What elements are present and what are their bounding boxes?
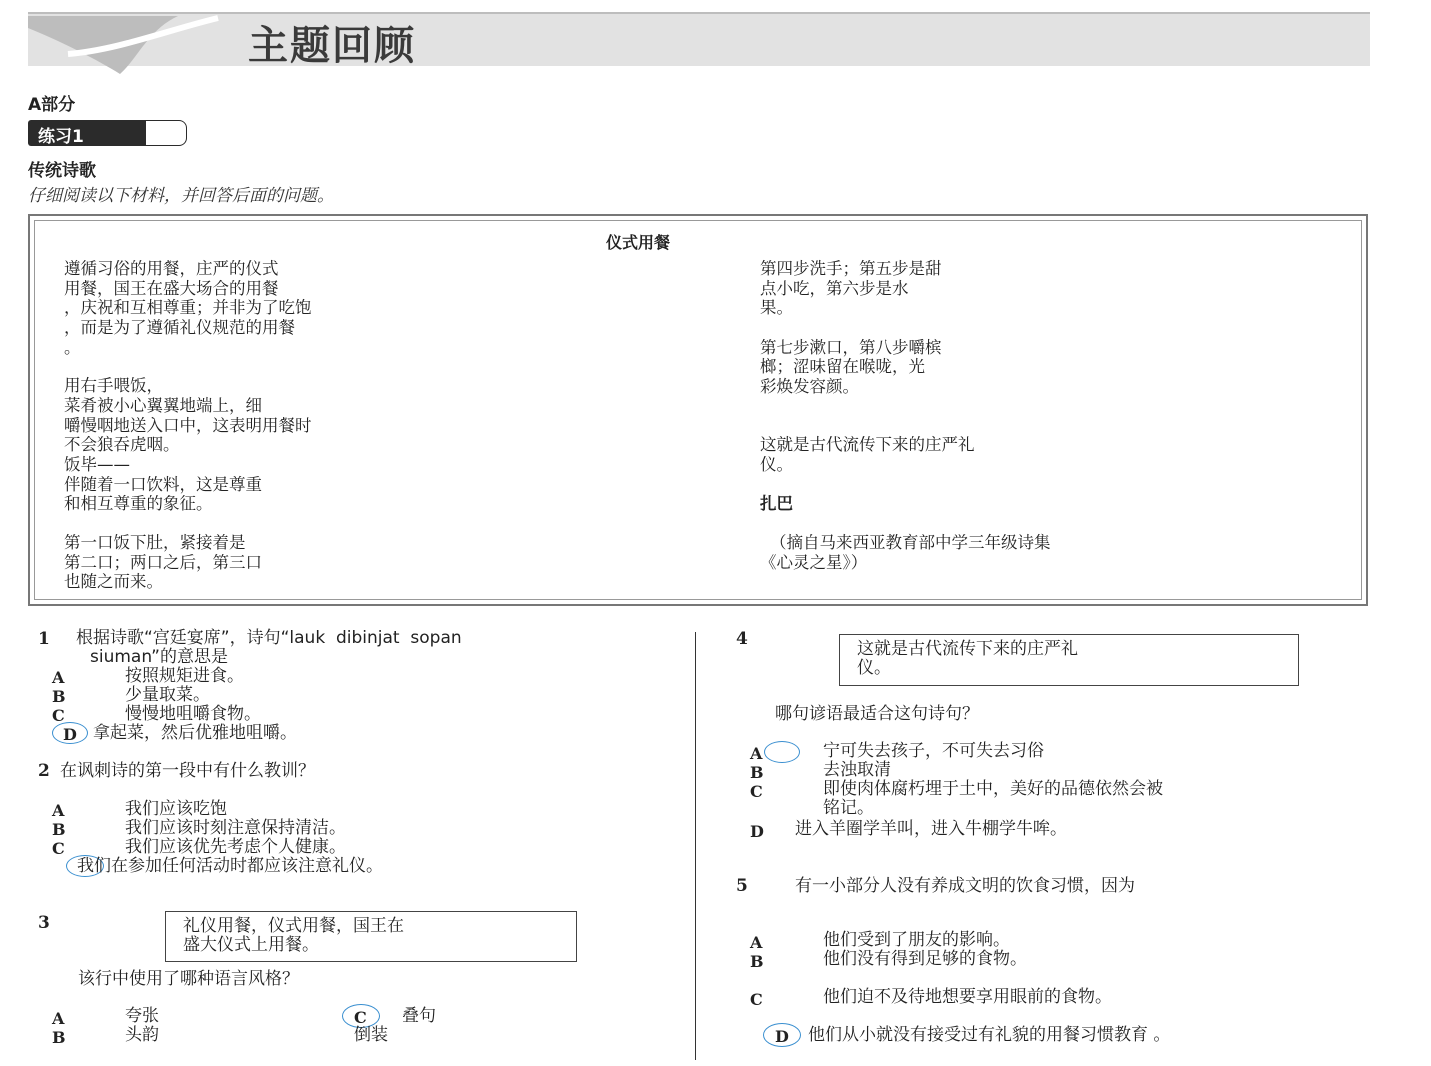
poem-line: 用右手喂饭，: [64, 376, 163, 395]
option-letter: A: [52, 1009, 65, 1028]
option-text[interactable]: 宁可失去孩子，不可失去习俗: [823, 741, 1044, 761]
poem-line: 饭毕——: [64, 455, 130, 474]
option-text[interactable]: 叠句: [402, 1006, 436, 1026]
option-text[interactable]: 我们应该优先考虑个人健康。: [125, 837, 346, 857]
option-letter: C: [354, 1008, 367, 1027]
question-stem: 有一小部分人没有养成文明的饮食习惯，因为: [795, 876, 1135, 896]
option-letter: B: [750, 952, 764, 971]
option-letter: B: [52, 687, 66, 706]
option-letter: A: [52, 668, 65, 687]
option-letter: D: [63, 725, 77, 744]
option-text[interactable]: 拿起菜，然后优雅地咀嚼。: [93, 723, 297, 743]
poem-line: 第七步漱口，第八步嚼槟: [760, 338, 942, 357]
question-stem: 根据诗歌“宫廷宴席”，诗句“lauk dibinjat sopan: [76, 628, 462, 648]
poem-line: 仪。: [760, 455, 793, 474]
question-number: 3: [38, 913, 50, 933]
poem-line: 不会狼吞虎咽。: [64, 435, 180, 454]
poem-line: 伴随着一口饮料，这是尊重: [64, 475, 262, 494]
poem-source: 《心灵之星》）: [760, 553, 868, 572]
option-text[interactable]: 我们应该时刻注意保持清洁。: [125, 818, 346, 838]
option-text[interactable]: 他们受到了朋友的影响。: [823, 930, 1010, 950]
option-text[interactable]: 倒装: [354, 1025, 388, 1045]
question-stem: 哪句谚语最适合这句诗句？: [775, 704, 979, 724]
topic-subtitle: 传统诗歌: [28, 161, 96, 181]
poem-author: 扎巴: [760, 494, 793, 513]
poem-line: 彩焕发容颜。: [760, 377, 859, 396]
page-title: 主题回顾: [248, 23, 416, 69]
poem-line: 点小吃，第六步是水: [760, 279, 909, 298]
option-letter: A: [750, 744, 763, 763]
poem-line: 第四步洗手；第五步是甜: [760, 259, 942, 278]
poem-line: 嚼慢咽地送入口中，这表明用餐时: [64, 416, 312, 435]
poem-line: 第一口饭下肚，紧接着是: [64, 533, 246, 552]
option-text[interactable]: 夸张: [125, 1006, 159, 1026]
option-letter: C: [52, 706, 65, 725]
quote-text: 礼仪用餐，仪式用餐，国王在: [183, 916, 404, 936]
option-text[interactable]: 我们在参加任何活动时都应该注意礼仪。: [77, 856, 383, 876]
option-letter: A: [750, 933, 763, 952]
quote-text: 仪。: [857, 658, 891, 678]
option-text[interactable]: 慢慢地咀嚼食物。: [125, 704, 261, 724]
option-letter: C: [750, 990, 763, 1009]
poem-line: ，庆祝和互相尊重；并非为了吃饱: [64, 298, 312, 317]
poem-line: ，而是为了遵循礼仪规范的用餐: [64, 318, 295, 337]
question-number: 2: [38, 761, 50, 781]
question-stem: siuman”的意思是: [90, 647, 228, 667]
poem-line: 果。: [760, 298, 793, 317]
instruction-text: 仔细阅读以下材料，并回答后面的问题。: [28, 186, 334, 206]
option-letter: B: [52, 1028, 66, 1047]
poem-title: 仪式用餐: [606, 233, 671, 252]
answer-circle: [764, 741, 800, 763]
poem-line: 遵循习俗的用餐，庄严的仪式: [64, 259, 279, 278]
poem-line: 也随之而来。: [64, 572, 163, 591]
option-text[interactable]: 铭记。: [823, 798, 874, 818]
banner-swoosh-decoration: [28, 10, 258, 76]
option-text[interactable]: 少量取菜。: [125, 685, 210, 705]
option-letter: C: [750, 782, 763, 801]
poem-line: 。: [64, 338, 81, 357]
option-text[interactable]: 进入羊圈学羊叫，进入牛棚学牛哞。: [795, 819, 1067, 839]
poem-line: 这就是古代流传下来的庄严礼: [760, 435, 975, 454]
poem-line: 榔；涩味留在喉咙，光: [760, 357, 925, 376]
poem-line: 和相互尊重的象征。: [64, 494, 213, 513]
question-number: 1: [38, 629, 50, 649]
quote-text: 这就是古代流传下来的庄严礼: [857, 639, 1078, 659]
option-text[interactable]: 他们没有得到足够的食物。: [823, 949, 1027, 969]
option-letter: D: [775, 1027, 789, 1046]
question-number: 4: [736, 629, 748, 649]
column-divider: [695, 632, 696, 1060]
poem-line: 第二口；两口之后，第三口: [64, 553, 262, 572]
option-text[interactable]: 即使肉体腐朽埋于土中，美好的品德依然会被: [823, 779, 1163, 799]
header-banner: [28, 10, 1370, 70]
exercise-tag-label: 练习1: [38, 127, 84, 147]
option-text[interactable]: 他们从小就没有接受过有礼貌的用餐习惯教育 。: [808, 1025, 1171, 1045]
option-letter: B: [52, 820, 66, 839]
exercise-tag: [28, 120, 188, 146]
option-letter: D: [750, 822, 764, 841]
question-number: 5: [736, 876, 748, 896]
option-letter: A: [52, 801, 65, 820]
section-label: A部分: [28, 95, 76, 115]
option-letter: C: [52, 839, 65, 858]
poem-source: （摘自马来西亚教育部中学三年级诗集: [770, 533, 1051, 552]
option-text[interactable]: 头韵: [125, 1025, 159, 1045]
poem-line: 菜肴被小心翼翼地端上，细: [64, 396, 262, 415]
option-letter: B: [750, 763, 764, 782]
option-text[interactable]: 按照规矩进食。: [125, 666, 244, 686]
poem-line: 用餐，国王在盛大场合的用餐: [64, 279, 279, 298]
question-stem: 该行中使用了哪种语言风格？: [78, 969, 299, 989]
quote-text: 盛大仪式上用餐。: [183, 935, 319, 955]
option-text[interactable]: 我们应该吃饱: [125, 799, 227, 819]
option-text[interactable]: 去浊取清: [823, 760, 891, 780]
question-stem: 在讽刺诗的第一段中有什么教训？: [60, 761, 315, 781]
option-text[interactable]: 他们迫不及待地想要享用眼前的食物。: [823, 987, 1112, 1007]
